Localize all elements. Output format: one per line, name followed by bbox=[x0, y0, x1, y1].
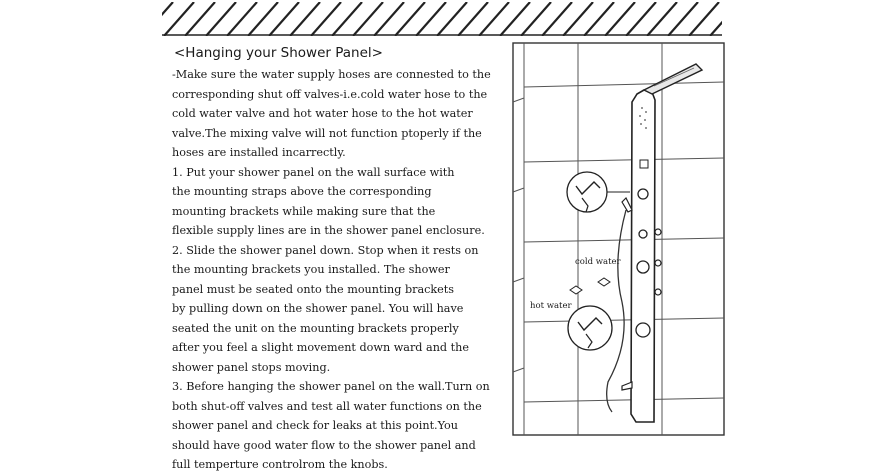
instruction-line: valve.The mixing valve will not function ptoperly if the bbox=[172, 126, 482, 140]
instruction-line: 3. Before hanging the shower panel on the wall.Turn on bbox=[172, 380, 490, 393]
instruction-line: cold water valve and hot water hose to the hot water bbox=[172, 107, 473, 120]
instruction-line: should have good water flow to the shower panel and bbox=[172, 438, 476, 452]
instruction-line: 2. Slide the shower panel down. Stop when it rests on bbox=[172, 243, 479, 257]
shower-panel-illustration bbox=[512, 42, 725, 436]
hot-valve-icon bbox=[570, 286, 582, 294]
tub-spout bbox=[622, 382, 632, 390]
instructions-text bbox=[172, 42, 502, 475]
instruction-line: panel must be seated onto the mounting brackets bbox=[172, 282, 455, 296]
instruction-lines bbox=[172, 65, 502, 475]
cold-valve-icon bbox=[598, 278, 610, 286]
instruction-line: the mounting brackets you installed. The shower bbox=[172, 263, 450, 276]
instruction-line: corresponding shut off valves-i.e.cold water hose to the bbox=[172, 87, 488, 101]
hand-shower bbox=[622, 198, 632, 212]
instruction-line: -Make sure the water supply hoses are connested to the bbox=[172, 68, 491, 81]
instruction-line: mounting brackets while making sure that the bbox=[172, 204, 436, 218]
hatch-header-bar bbox=[162, 2, 722, 36]
instruction-line: hoses are installed incarrectly. bbox=[172, 146, 346, 159]
instruction-line: shower panel and check for leaks at this point.You bbox=[172, 419, 458, 432]
instruction-line: flexible supply lines are in the shower panel enclosure. bbox=[172, 224, 485, 237]
instruction-line: after you feel a slight movement down ward and the bbox=[172, 341, 469, 354]
instruction-line: by pulling down on the shower panel. You will have bbox=[172, 302, 464, 315]
instruction-line: seated the unit on the mounting brackets properly bbox=[172, 321, 459, 335]
temperature-display bbox=[640, 160, 648, 168]
instruction-line: full temperture controlrom the knobs. bbox=[172, 458, 388, 471]
instruction-line: the mounting straps above the corresponding bbox=[172, 185, 432, 198]
instruction-line: 1. Put your shower panel on the wall surface with bbox=[172, 165, 455, 179]
panel-body bbox=[631, 90, 655, 422]
instruction-line: both shut-off valves and test all water functions on the bbox=[172, 399, 482, 413]
bracket-detail-circle-top bbox=[567, 172, 607, 212]
wall-tiles bbox=[513, 43, 724, 435]
instruction-line: shower panel stops moving. bbox=[172, 360, 331, 374]
cold-water-label: cold water bbox=[575, 257, 621, 267]
bracket-detail-circle-bottom bbox=[568, 306, 612, 350]
section-title: <Hanging your Shower Panel> bbox=[174, 45, 383, 61]
hot-water-label: hot water bbox=[530, 301, 572, 311]
